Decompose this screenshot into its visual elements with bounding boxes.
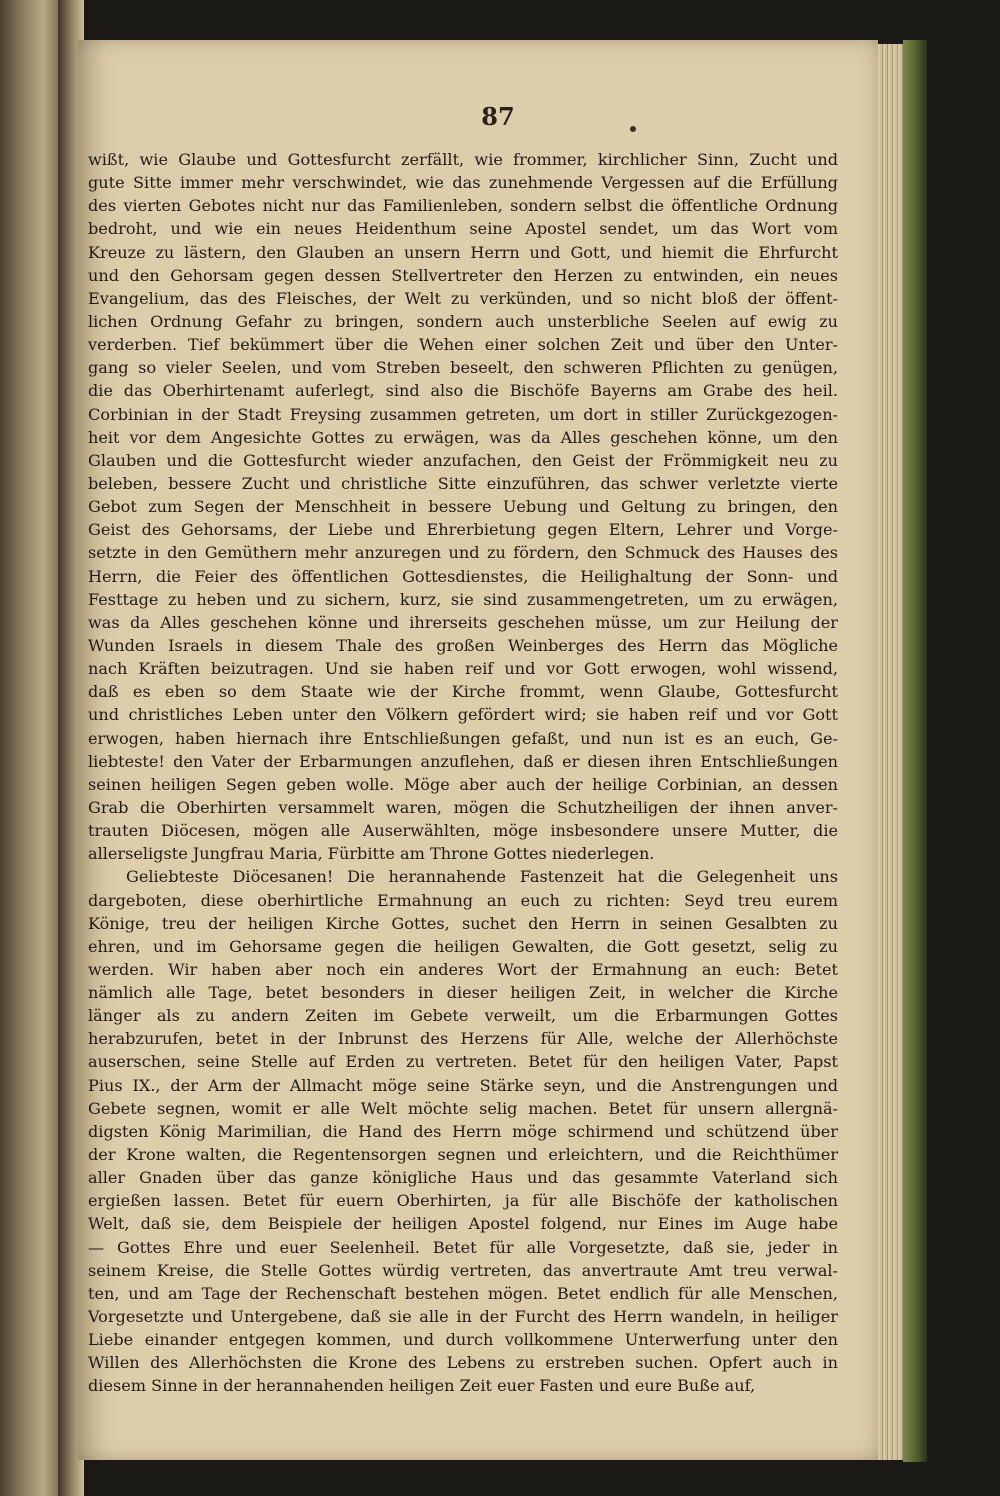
text-line: ehren, und im Gehorsame gegen die heiligen Gewalten, die Gott gesetzt, selig zu xyxy=(88,936,838,956)
text-line: und den Gehorsam gegen dessen Stellvertreter den Herzen zu entwinden, ein neues xyxy=(88,265,838,285)
text-line: Festtage zu heben und zu sichern, kurz, sie sind zusammengetreten, um zu erwägen, xyxy=(88,589,838,609)
text-line: heit vor dem Angesichte Gottes zu erwägen, was da Alles geschehen könne, um den xyxy=(88,427,838,447)
text-line: Vorgesetzte und Untergebene, daß sie alle in der Furcht des Herrn wandeln, in heiliger xyxy=(88,1307,838,1327)
text-line: des vierten Gebotes nicht nur das Familienleben, sondern selbst die öffentliche Ordnung xyxy=(88,196,838,216)
text-line: ergießen lassen. Betet für euern Oberhirten, ja für alle Bischöfe der katholischen xyxy=(88,1191,838,1211)
text-line: Wunden Israels in diesem Thale des großen Weinberges des Herrn das Mögliche xyxy=(88,635,838,655)
text-line: länger als zu andern Zeiten im Gebete verweilt, um die Erbarmungen Gottes xyxy=(88,1006,838,1026)
text-line: allerseligste Jungfrau Maria, Fürbitte am Throne Gottes niederlegen. xyxy=(88,844,655,864)
text-line: nämlich alle Tage, betet besonders in dieser heiligen Zeit, in welcher die Kirche xyxy=(88,983,838,1003)
text-line: trauten Diöcesen, mögen alle Auserwählten, möge insbesondere unsere Mutter, die xyxy=(88,821,838,841)
text-line: digsten König Marimilian, die Hand des Herrn möge schirmend und schützend über xyxy=(88,1121,838,1141)
text-line: gang so vieler Seelen, und vom Streben beseelt, den schweren Pflichten zu genügen, xyxy=(88,358,838,378)
text-line: Evangelium, das des Fleisches, der Welt zu verkünden, und so nicht bloß der öffent- xyxy=(88,288,838,308)
text-line: und christliches Leben unter den Völkern gefördert wird; sie haben reif und vor Gott xyxy=(88,705,838,725)
text-line: was da Alles geschehen könne und ihrerseits geschehen müsse, um zur Heilung der xyxy=(88,612,838,632)
page-number: 87 xyxy=(481,102,515,131)
text-line: Glauben und die Gottesfurcht wieder anzufachen, den Geist der Frömmigkeit neu zu xyxy=(88,450,838,470)
book-cover-edge xyxy=(903,40,927,1462)
text-line: wißt, wie Glaube und Gottesfurcht zerfällt, wie frommer, kirchlicher Sinn, Zucht und xyxy=(88,150,838,169)
text-line: setzte in den Gemüthern mehr anzuregen und zu fördern, den Schmuck des Hauses des xyxy=(88,543,838,563)
body-text xyxy=(88,148,838,1398)
text-line: Willen des Allerhöchsten die Krone des Lebens zu erstreben suchen. Opfert auch in xyxy=(88,1353,838,1373)
text-line: aller Gnaden über das ganze königliche Haus und das gesammte Vaterland sich xyxy=(88,1168,838,1188)
text-line: gute Sitte immer mehr verschwindet, wie das zunehmende Vergessen auf die Erfüllung xyxy=(88,173,838,193)
text-line: Gebete segnen, womit er alle Welt möchte selig machen. Betet für unsern allergnä- xyxy=(88,1098,838,1118)
text-line: Geist des Gehorsams, der Liebe und Ehrerbietung gegen Eltern, Lehrer und Vorge- xyxy=(88,520,838,540)
book-page xyxy=(78,40,878,1460)
text-line: daß es eben so dem Staate wie der Kirche frommt, wenn Glaube, Gottesfurcht xyxy=(88,682,838,702)
text-line: erwogen, haben hiernach ihre Entschließungen gefaßt, und nun ist es an euch, Ge- xyxy=(88,728,838,748)
text-line: beleben, bessere Zucht und christliche Sitte einzuführen, das schwer verletzte vierte xyxy=(88,473,838,493)
text-line: lichen Ordnung Gefahr zu bringen, sondern auch unsterbliche Seelen auf ewig zu xyxy=(88,311,838,331)
text-line: auserschen, seine Stelle auf Erden zu vertreten. Betet für den heiligen Vater, Papst xyxy=(88,1052,838,1072)
text-line: ten, und am Tage der Rechenschaft bestehen mögen. Betet endlich für alle Menschen, xyxy=(88,1283,838,1303)
text-line: seinen heiligen Segen geben wolle. Möge aber auch der heilige Corbinian, an dessen xyxy=(88,774,838,794)
text-line: Herrn, die Feier des öffentlichen Gottesdienstes, die Heilighaltung der Sonn- und xyxy=(88,566,838,586)
text-line: Geliebteste Diöcesanen! Die herannahende Fastenzeit hat die Gelegenheit uns xyxy=(126,867,838,887)
text-line: Gebot zum Segen der Menschheit in bessere Uebung und Geltung zu bringen, den xyxy=(88,497,838,517)
text-line: liebteste! den Vater der Erbarmungen anzuflehen, daß er diesen ihren Entschließungen xyxy=(88,751,838,771)
text-line: — Gottes Ehre und euer Seelenheil. Betet für alle Vorgesetzte, daß sie, jeder in xyxy=(88,1237,838,1257)
text-line: der Krone walten, die Regentensorgen segnen und erleichtern, und die Reichthümer xyxy=(88,1145,838,1165)
text-line: seinem Kreise, die Stelle Gottes würdig vertreten, das anvertraute Amt treu verwal- xyxy=(88,1260,838,1280)
text-line: werden. Wir haben aber noch ein anderes Wort der Ermahnung an euch: Betet xyxy=(88,959,838,979)
text-line: herabzurufen, betet in der Inbrunst des Herzens für Alle, welche der Allerhöchste xyxy=(88,1029,838,1049)
text-line: Pius IX., der Arm der Allmacht möge seine Stärke seyn, und die Anstrengungen und xyxy=(88,1075,838,1095)
text-line: diesem Sinne in der herannahenden heiligen Zeit euer Fasten und eure Buße auf, xyxy=(88,1376,756,1396)
text-line: Kreuze zu lästern, den Glauben an unsern Herrn und Gott, und hiemit die Ehrfurcht xyxy=(88,242,838,262)
text-line: dargeboten, diese oberhirtliche Ermahnung an euch zu richten: Seyd treu eurem xyxy=(88,890,838,910)
text-line: Welt, daß sie, dem Beispiele der heiligen Apostel folgend, nur Eines im Auge habe xyxy=(88,1214,838,1234)
text-line: Könige, treu der heiligen Kirche Gottes, suchet den Herrn in seinen Gesalbten zu xyxy=(88,913,838,933)
text-line: Grab die Oberhirten versammelt waren, mögen die Schutzheiligen der ihnen anver- xyxy=(88,797,838,817)
text-line: nach Kräften beizutragen. Und sie haben reif und vor Gott erwogen, wohl wissend, xyxy=(88,659,838,679)
left-page-edge xyxy=(0,0,62,1496)
ink-dot xyxy=(630,126,636,132)
text-line: Liebe einander entgegen kommen, und durch vollkommene Unterwerfung unter den xyxy=(88,1330,838,1350)
text-line: verderben. Tief bekümmert über die Wehen einer solchen Zeit und über den Unter- xyxy=(88,335,838,355)
text-line: Corbinian in der Stadt Freysing zusammen getreten, um dort in stiller Zurückgezogen- xyxy=(88,404,838,424)
text-line: die das Oberhirtenamt auferlegt, sind also die Bischöfe Bayerns am Grabe des heil. xyxy=(88,381,838,401)
text-line: bedroht, und wie ein neues Heidenthum seine Apostel sendet, um das Wort vom xyxy=(88,219,838,239)
